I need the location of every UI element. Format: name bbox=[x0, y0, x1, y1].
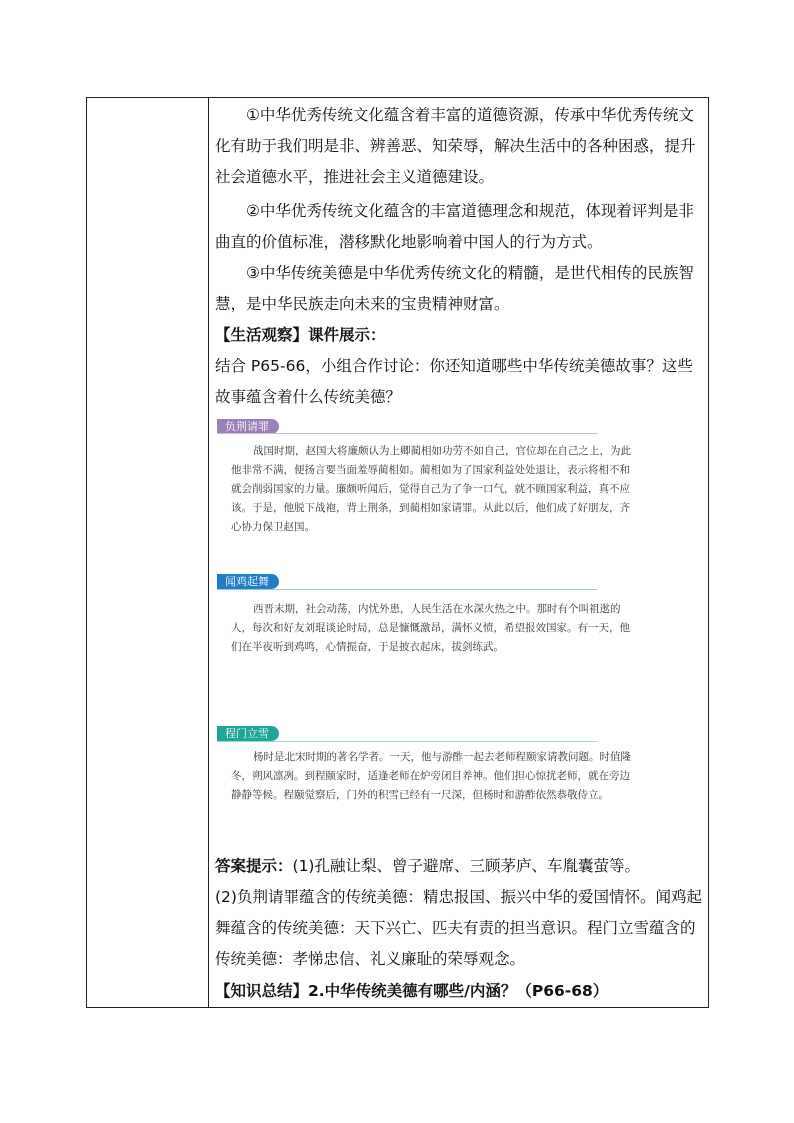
paragraph-2: ②中华优秀传统文化蕴含的丰富道德理念和规范，体现着评判是非曲直的价值标准，潜移默化地影响着中国人的行为方式。 bbox=[215, 202, 694, 251]
story-title-2: 闻鸡起舞 bbox=[217, 574, 279, 589]
story-divider-1 bbox=[217, 433, 597, 434]
paragraph-3: ③中华传统美德是中华优秀传统文化的精髓，是世代相传的民族智慧，是中华民族走向未来的宝贵精神财富。 bbox=[215, 264, 694, 313]
answer-1: (1)孔融让梨、曾子避席、三顾茅庐、车胤囊萤等。 bbox=[292, 857, 640, 875]
paragraph-1: ①中华优秀传统文化蕴含着丰富的道德资源，传承中华优秀传统文化有助于我们明是非、辨善恶、知荣辱，解决生活中的各种困惑，提升社会道德水平，推进社会主义道德建设。 bbox=[215, 106, 696, 186]
story-title-3: 程门立雪 bbox=[217, 726, 279, 741]
answer-label: 答案提示： bbox=[215, 857, 293, 875]
story-text-3: 杨时是北宋时期的著名学者。一天，他与游酢一起去老师程颐家请教问题。时值隆冬，朔风凛冽。到程颐家时，适逢老师在炉旁闭目养神。他们担心惊扰老师，就在旁边静静等候。程颐觉察后，门外的积雪已经有一尺深，但杨时和游酢依然恭敬侍立。 bbox=[231, 751, 631, 801]
answer-line-1 bbox=[215, 851, 703, 882]
story-text-2: 西晋末期，社会动荡，内忧外患，人民生活在水深火热之中。那时有个叫祖逖的人，每次和好友刘琨谈论时局，总是慷慨激昂，满怀义愤，希望报效国家。有一天，他们在半夜听到鸡鸣，心情振奋，于是披衣起床，拔剑练武。 bbox=[231, 603, 630, 653]
story-divider-2 bbox=[217, 589, 597, 590]
lesson-table bbox=[86, 97, 709, 1008]
life-observation-heading: 【生活观察】课件展示： bbox=[215, 326, 386, 344]
discussion-task: 结合 P65-66，小组合作讨论：你还知道哪些中华传统美德故事？这些故事蕴含着什么传统美德？ bbox=[215, 357, 693, 406]
story-text-1: 战国时期，赵国大将廉颇认为上卿蔺相如功劳不如自己，官位却在自己之上，为此他非常不满，便扬言要当面羞辱蔺相如。蔺相如为了国家利益处处退让，表示将相不和就会削弱国家的力量。廉颇听闻后，觉得自己为了争一口气，就不顾国家利益，真不应该。于是，他脱下战袍，背上荆条，到蔺相如家请罪。从此以后，他们成了好朋友，齐心协力保卫赵国。 bbox=[231, 445, 631, 533]
column-divider bbox=[208, 98, 209, 1007]
story-divider-3 bbox=[217, 741, 597, 742]
knowledge-summary: 【知识总结】2.中华传统美德有哪些/内涵？（P66-68） bbox=[215, 982, 609, 1000]
answer-2: (2)负荆请罪蕴含的传统美德：精忠报国、振兴中华的爱国情怀。闻鸡起舞蕴含的传统美德：天下兴亡、匹夫有责的担当意识。程门立雪蕴含的传统美德：孝悌忠信、礼义廉耻的荣辱观念。 bbox=[215, 888, 702, 968]
story-title-1: 负荆请罪 bbox=[217, 419, 279, 434]
